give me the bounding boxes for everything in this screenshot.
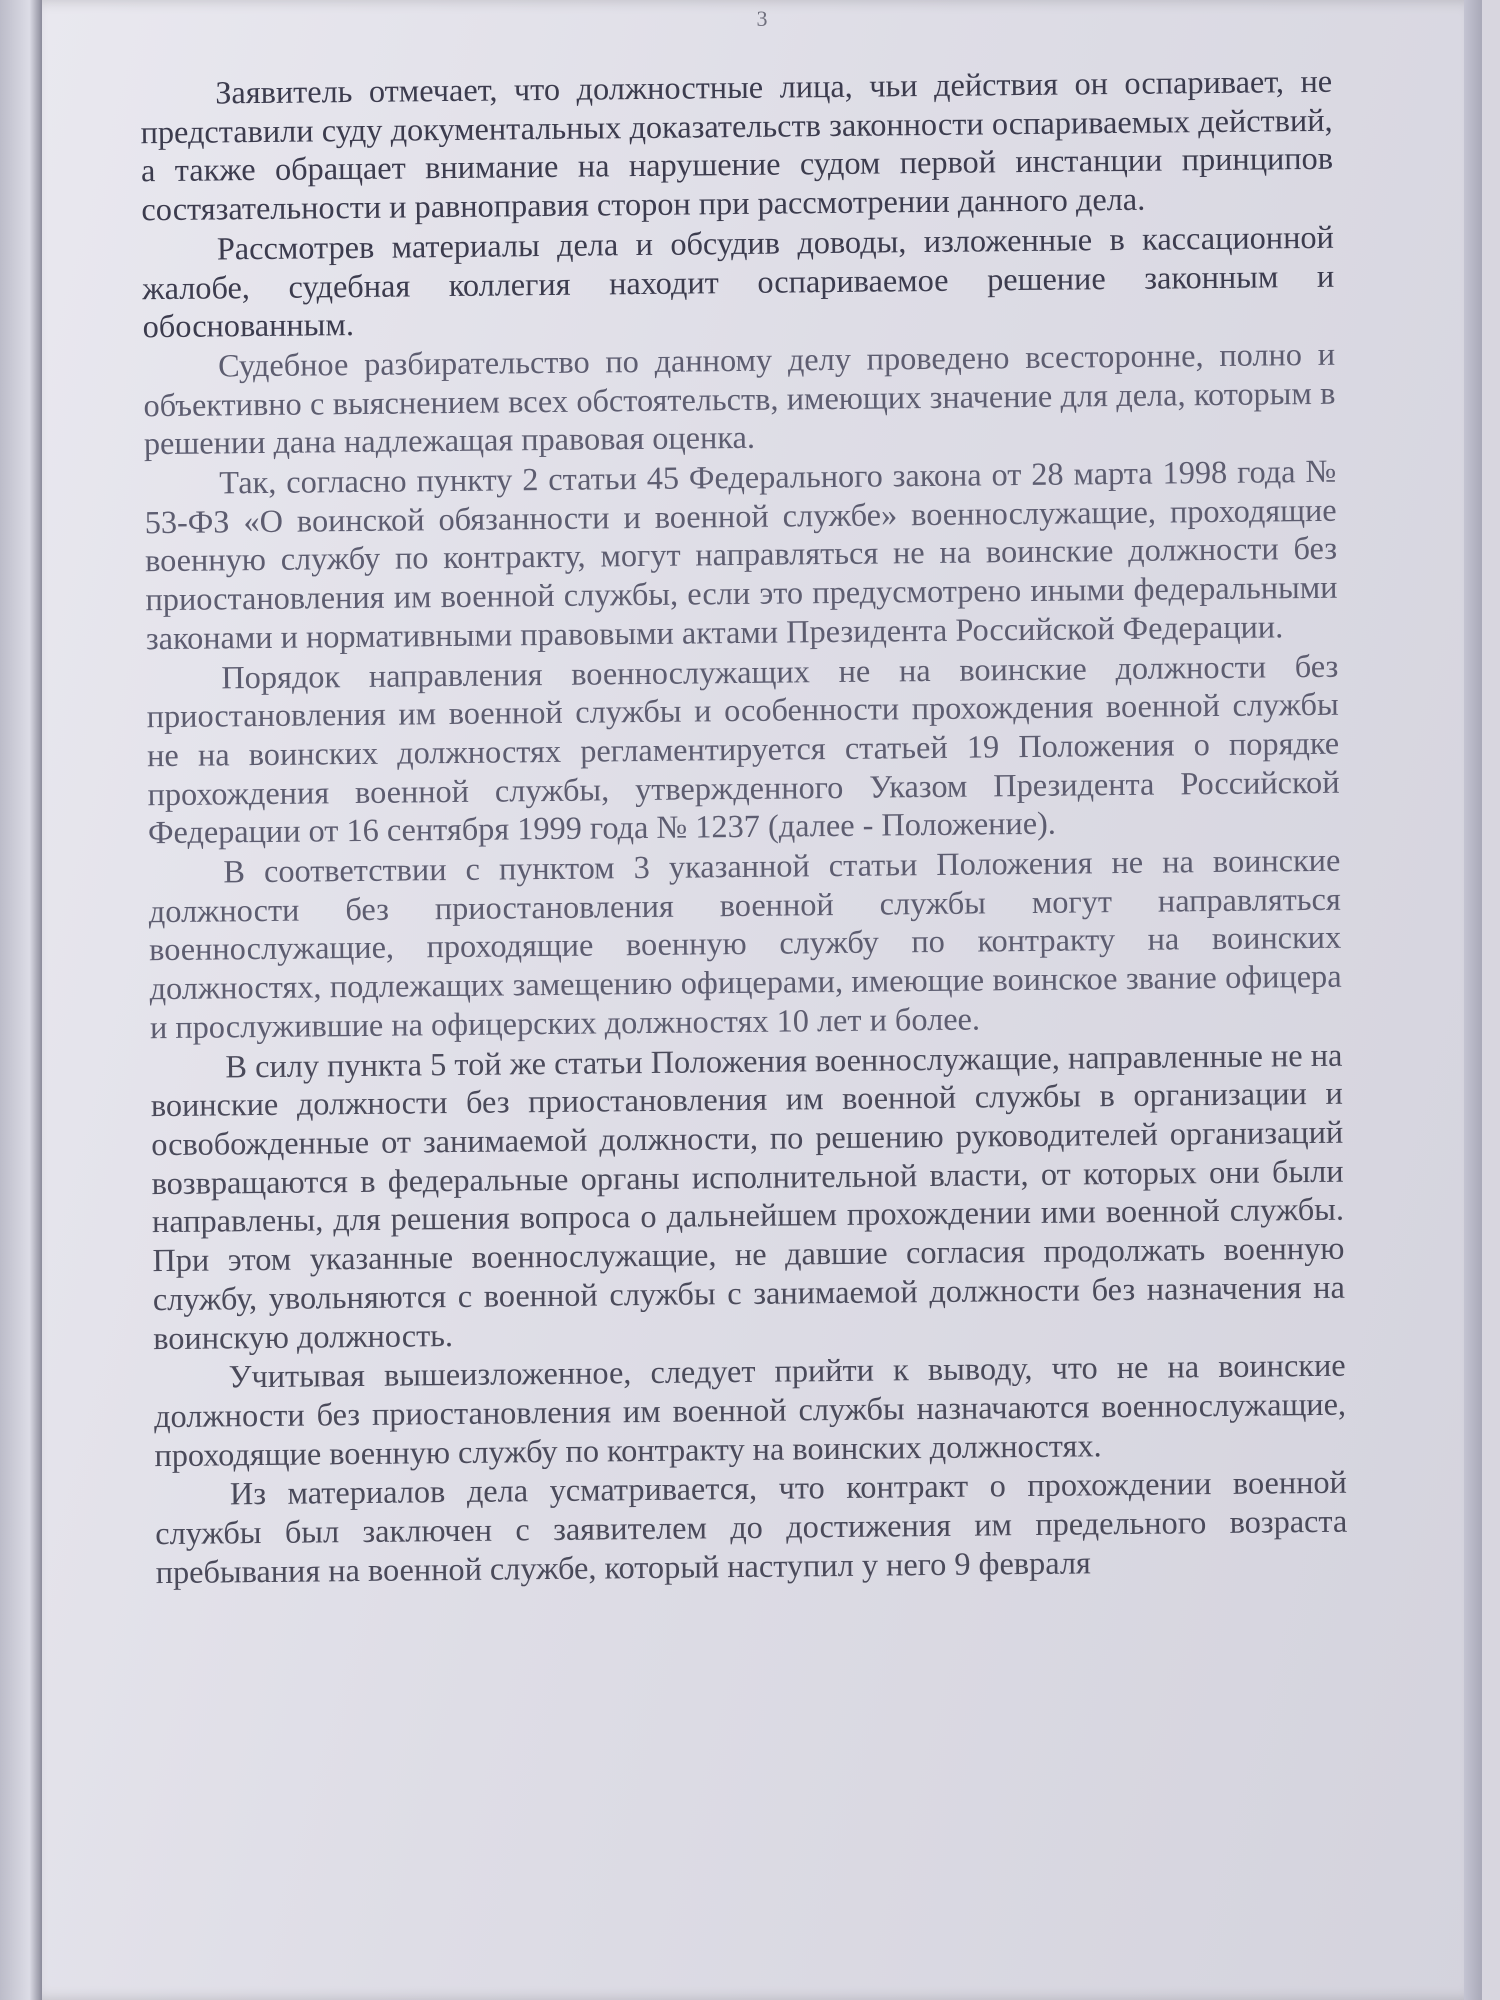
paragraph-8: Учитывая вышеизложенное, следует прийти к выводу, что не на воинские должности без приостановления им военной службы назначаются военнослужащие, проходящие военную службу по контракту на воинских должностях. — [153, 1346, 1347, 1473]
page-shadow-edge — [1464, 0, 1482, 2000]
paragraph-1: Заявитель отмечает, что должностные лица, чьи действия он оспаривает, не представили суду документальных доказательств законности оспариваемых действий, а также обращает внимание на нарушение судом первой инстанции принципов состязательности и равноправия сторон при рассмотрении данного дела. — [140, 62, 1334, 228]
paragraph-5: Порядок направления военнослужащих не на воинские должности без приостановления им военной службы и особенности прохождения военной службы не на воинских должностях регламентируется статьей 19 Положения о порядке прохождения военной службы, утвержденного Указом Президента Российской Федерации от 16 сентября 1999 года № 1237 (далее - Положение). — [146, 647, 1340, 851]
paragraph-3: Судебное разбирательство по данному делу проведено всесторонне, полно и объективно с выяснением всех обстоятельств, имеющих значение для дела, которым в решении дана надлежащая правовая оценка. — [143, 335, 1336, 462]
paragraph-9: Из материалов дела усматривается, что контракт о прохождении военной службы был заключен с заявителем до достижения им предельного возраста пребывания на военной службе, который наступил у него 9 февраля — [155, 1463, 1348, 1590]
adjacent-page-edge — [0, 0, 42, 2000]
paragraph-7: В силу пункта 5 той же статьи Положения военнослужащие, направленные не на воинские должности без приостановления им военной службы в организации и освобожденные от занимаемой должности, по решению руководителей организаций возвращаются в федеральные органы исполнительной власти, от которых они были направлены, для решения вопроса о дальнейшем прохождении ими военной службы. При этом указанные военнослужащие, не давшие согласия продолжать военную службу, увольняются с военной службы с занимаемой должности без назначения на воинскую должность. — [150, 1036, 1345, 1356]
document-page — [42, 0, 1482, 2000]
document-body — [140, 62, 1348, 1593]
paragraph-4: Так, согласно пункту 2 статьи 45 Федерального закона от 28 марта 1998 года № 53-ФЗ «О воинской обязанности и военной службе» военнослужащие, проходящие военную службу по контракту, могут направляться не на воинские должности без приостановления им военной службы, если это предусмотрено иными федеральными законами и нормативными правовыми актами Президента Российской Федерации. — [144, 452, 1338, 657]
paragraph-6: В соответствии с пунктом 3 указанной статьи Положения не на воинские должности без приостановления военной службы могут направляться военнослужащие, проходящие военную службу по контракту на воинских должностях, подлежащих замещению офицерами, имеющие воинское звание офицера и прослужившие на офицерских должностях 10 лет и более. — [148, 841, 1342, 1046]
paragraph-2: Рассмотрев материалы дела и обсудив доводы, изложенные в кассационной жалобе, судебная коллегия находит оспариваемое решение законным и обоснованным. — [142, 218, 1335, 345]
page-number: 3 — [756, 6, 768, 31]
